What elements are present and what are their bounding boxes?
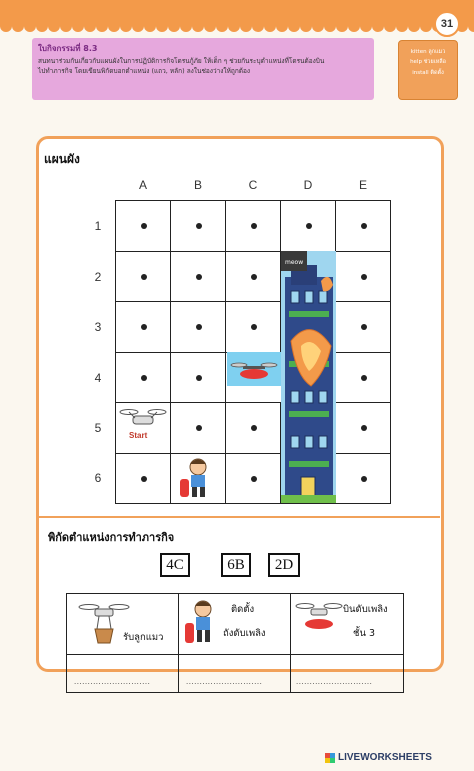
- grid-cell-C3: [225, 301, 281, 353]
- liveworksheets-footer: [325, 752, 432, 763]
- map-title: แผนผัง: [44, 152, 80, 166]
- task-label-line2: ชั้น 3: [353, 628, 376, 639]
- grid-cell-B4: [170, 352, 226, 404]
- activity-text-line1: สนทนาร่วมกันเกี่ยวกับแผนผังในการปฏิบัติการกิจโดรนกู้ภัย ให้เด็ก ๆ ช่วยกันระบุตำแหน่งที่โดรนต้องบิน: [38, 57, 325, 65]
- grid-cell-C5: [225, 402, 281, 454]
- coordinates-title: พิกัดตำแหน่งการทำภารกิจ: [48, 531, 175, 544]
- grid-cell-C6: [225, 453, 281, 505]
- grid-dot: [251, 274, 257, 280]
- column-header: E: [358, 178, 367, 192]
- page-number: 31: [434, 11, 460, 37]
- meow-label: meow: [285, 259, 304, 266]
- vocab-line: install ติดตั้ง: [412, 69, 444, 76]
- liveworksheets-logo-icon: [325, 753, 335, 763]
- answer-blank-1[interactable]: ............................: [74, 678, 151, 686]
- boy-with-extinguisher-icon: [181, 597, 225, 649]
- grid-dot: [361, 375, 367, 381]
- coordinate-answer-box-3[interactable]: 2D: [268, 553, 300, 577]
- row-header: 1: [94, 219, 102, 233]
- grid-cell-E5: [335, 402, 391, 454]
- section-divider: [38, 516, 440, 518]
- grid-cell-A6: [115, 453, 171, 505]
- grid-dot: [361, 476, 367, 482]
- burning-building-illustration: [281, 251, 336, 503]
- grid-cell-B1: [170, 200, 226, 252]
- task-label-line1: บินดับเพลิง: [343, 604, 388, 615]
- grid-cell-E3: [335, 301, 391, 353]
- footer-brand: LIVEWORKSHEETS: [338, 752, 432, 763]
- activity-instructions: [32, 38, 374, 100]
- boy-with-extinguisher-illustration: [174, 455, 224, 501]
- grid-cell-D1: [280, 200, 336, 252]
- grid-dot: [141, 223, 147, 229]
- vocab-line: help ช่วยเหลือ: [410, 59, 446, 66]
- start-label: Start: [129, 431, 148, 440]
- grid-dot: [251, 223, 257, 229]
- drone-with-extinguisher-icon: [295, 600, 343, 634]
- grid-cell-C2: [225, 251, 281, 303]
- coordinate-answer-box-2[interactable]: 6B: [221, 553, 251, 577]
- grid-cell-C1: [225, 200, 281, 252]
- grid-cell-B2: [170, 251, 226, 303]
- grid-cell-E2: [335, 251, 391, 303]
- grid-dot: [361, 274, 367, 280]
- grid-cell-E6: [335, 453, 391, 505]
- answer-blank-2[interactable]: ............................: [186, 678, 263, 686]
- grid-cell-A1: [115, 200, 171, 252]
- grid-dot: [196, 223, 202, 229]
- grid-dot: [251, 425, 257, 431]
- grid-cell-E4: [335, 352, 391, 404]
- column-header: D: [303, 178, 313, 192]
- grid-dot: [361, 425, 367, 431]
- row-header: 6: [94, 471, 102, 485]
- row-header: 5: [94, 421, 102, 435]
- grid-dot: [196, 375, 202, 381]
- answer-blank-3[interactable]: ............................: [296, 678, 373, 686]
- activity-title: ใบกิจกรรมที่ 8.3: [38, 44, 98, 53]
- grid-cell-A4: [115, 352, 171, 404]
- grid-dot: [141, 274, 147, 280]
- activity-text-line2: ไปทำภารกิจ โดยเขียนพิกัดบอกตำแหน่ง (แถว, หลัก) ลงในช่องว่างให้ถูกต้อง: [38, 66, 251, 75]
- grid-cell-A2: [115, 251, 171, 303]
- scalloped-edge: [0, 20, 474, 32]
- grid-cell-E1: [335, 200, 391, 252]
- grid-dot: [196, 324, 202, 330]
- column-header: A: [138, 178, 147, 192]
- column-header: C: [248, 178, 258, 192]
- grid-dot: [361, 324, 367, 330]
- grid-dot: [251, 324, 257, 330]
- grid-dot: [361, 223, 367, 229]
- grid-dot: [196, 274, 202, 280]
- grid-cell-B3: [170, 301, 226, 353]
- grid-cell-A3: [115, 301, 171, 353]
- grid-dot: [141, 476, 147, 482]
- column-header: B: [193, 178, 202, 192]
- grid-dot: [141, 375, 147, 381]
- drone-with-extinguisher-illustration: [227, 352, 281, 402]
- grid-dot: [306, 223, 312, 229]
- task-label-line1: ติดตั้ง: [231, 604, 255, 615]
- coordinate-answer-box-1[interactable]: 4C: [160, 553, 190, 577]
- task-label: รับลูกแมว: [123, 632, 164, 643]
- row-header: 3: [94, 320, 102, 334]
- task-label-line2: ถังดับเพลิง: [223, 628, 266, 639]
- grid-dot: [196, 425, 202, 431]
- row-header: 2: [94, 270, 102, 284]
- grid-dot: [141, 324, 147, 330]
- vocab-line: kitten ลูกแมว: [410, 49, 446, 55]
- grid-dot: [251, 476, 257, 482]
- grid-cell-B5: [170, 402, 226, 454]
- row-header: 4: [94, 371, 102, 385]
- vocabulary-note: [398, 40, 458, 100]
